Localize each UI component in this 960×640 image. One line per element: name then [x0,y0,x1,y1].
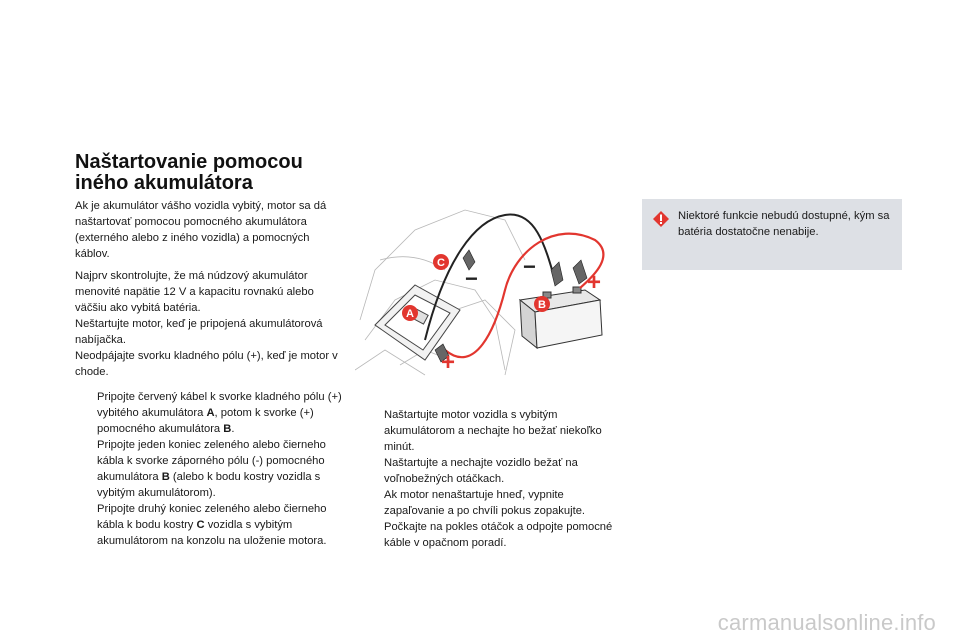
warning-icon [652,210,670,228]
list-item: Pripojte druhý koniec zeleného alebo čierneho kábla k bodu kostry C vozidla s vybitým akumulátorom na konzolu na uloženie motora. [97,503,327,547]
list-item: Naštartujte motor vozidla s vybitým akumulátorom a nechajte ho bežať niekoľko minút. [384,409,602,453]
label-a-badge [402,305,418,321]
list-item: Pripojte červený kábel k svorke kladného pólu (+) vybitého akumulátora A, potom k svorke (+) pomocného akumulátora B. [97,391,342,435]
donor-battery [520,287,602,348]
intro-paragraph: Ak je akumulátor vášho vozidla vybitý, motor sa dá naštartovať pomocou pomocného akumulátora (externého alebo z iného vozidla) a pomocných káblov. [75,200,327,260]
label-b: B [538,299,546,311]
label-a: A [406,308,414,320]
minus-symbol-2: − [523,254,536,279]
list-item: Naštartujte a nechajte vozidlo bežať na voľnobežných otáčkach. Ak motor nenaštartuje hneď, vypnite zapaľovanie a po chvíli pokus zopakujte. [384,457,586,517]
check-paragraph: Najprv skontrolujte, že má núdzový akumulátor menovité napätie 12 V a kapacitu rovnakú alebo väčšiu ako vybitá batéria. Neštartujte motor, keď je pripojená akumulátorová nabíjačka. Neodpájajte svorku kladného pólu (+), keď je motor v chode. [75,270,338,378]
list-item: Pripojte jeden koniec zeleného alebo čierneho kábla k svorke záporného pólu (-) pomocného akumulátora B (alebo k bodu kostry vozidla s vybitým akumulátorom). [97,439,326,499]
title-line-2: iného akumulátora [75,172,253,194]
label-b-badge [534,296,550,312]
minus-symbol-1: − [465,266,478,291]
page-title [75,152,375,194]
title-line-1: Naštartovanie pomocou [75,151,303,173]
steps-list-2 [362,407,622,551]
plus-symbol-1: + [587,269,602,296]
jump-start-illustration [355,200,610,380]
watermark: carmanualsonline.info [717,610,936,635]
warning-text: Niektoré funkcie nebudú dostupné, kým sa batéria dostatočne nenabije. [678,210,890,238]
plus-symbol-2: + [441,349,456,376]
label-c: C [437,257,445,269]
steps-list-1 [75,389,343,549]
list-item: Počkajte na pokles otáčok a odpojte pomocné káble v opačnom poradí. [384,521,613,549]
label-c-badge [433,254,449,270]
